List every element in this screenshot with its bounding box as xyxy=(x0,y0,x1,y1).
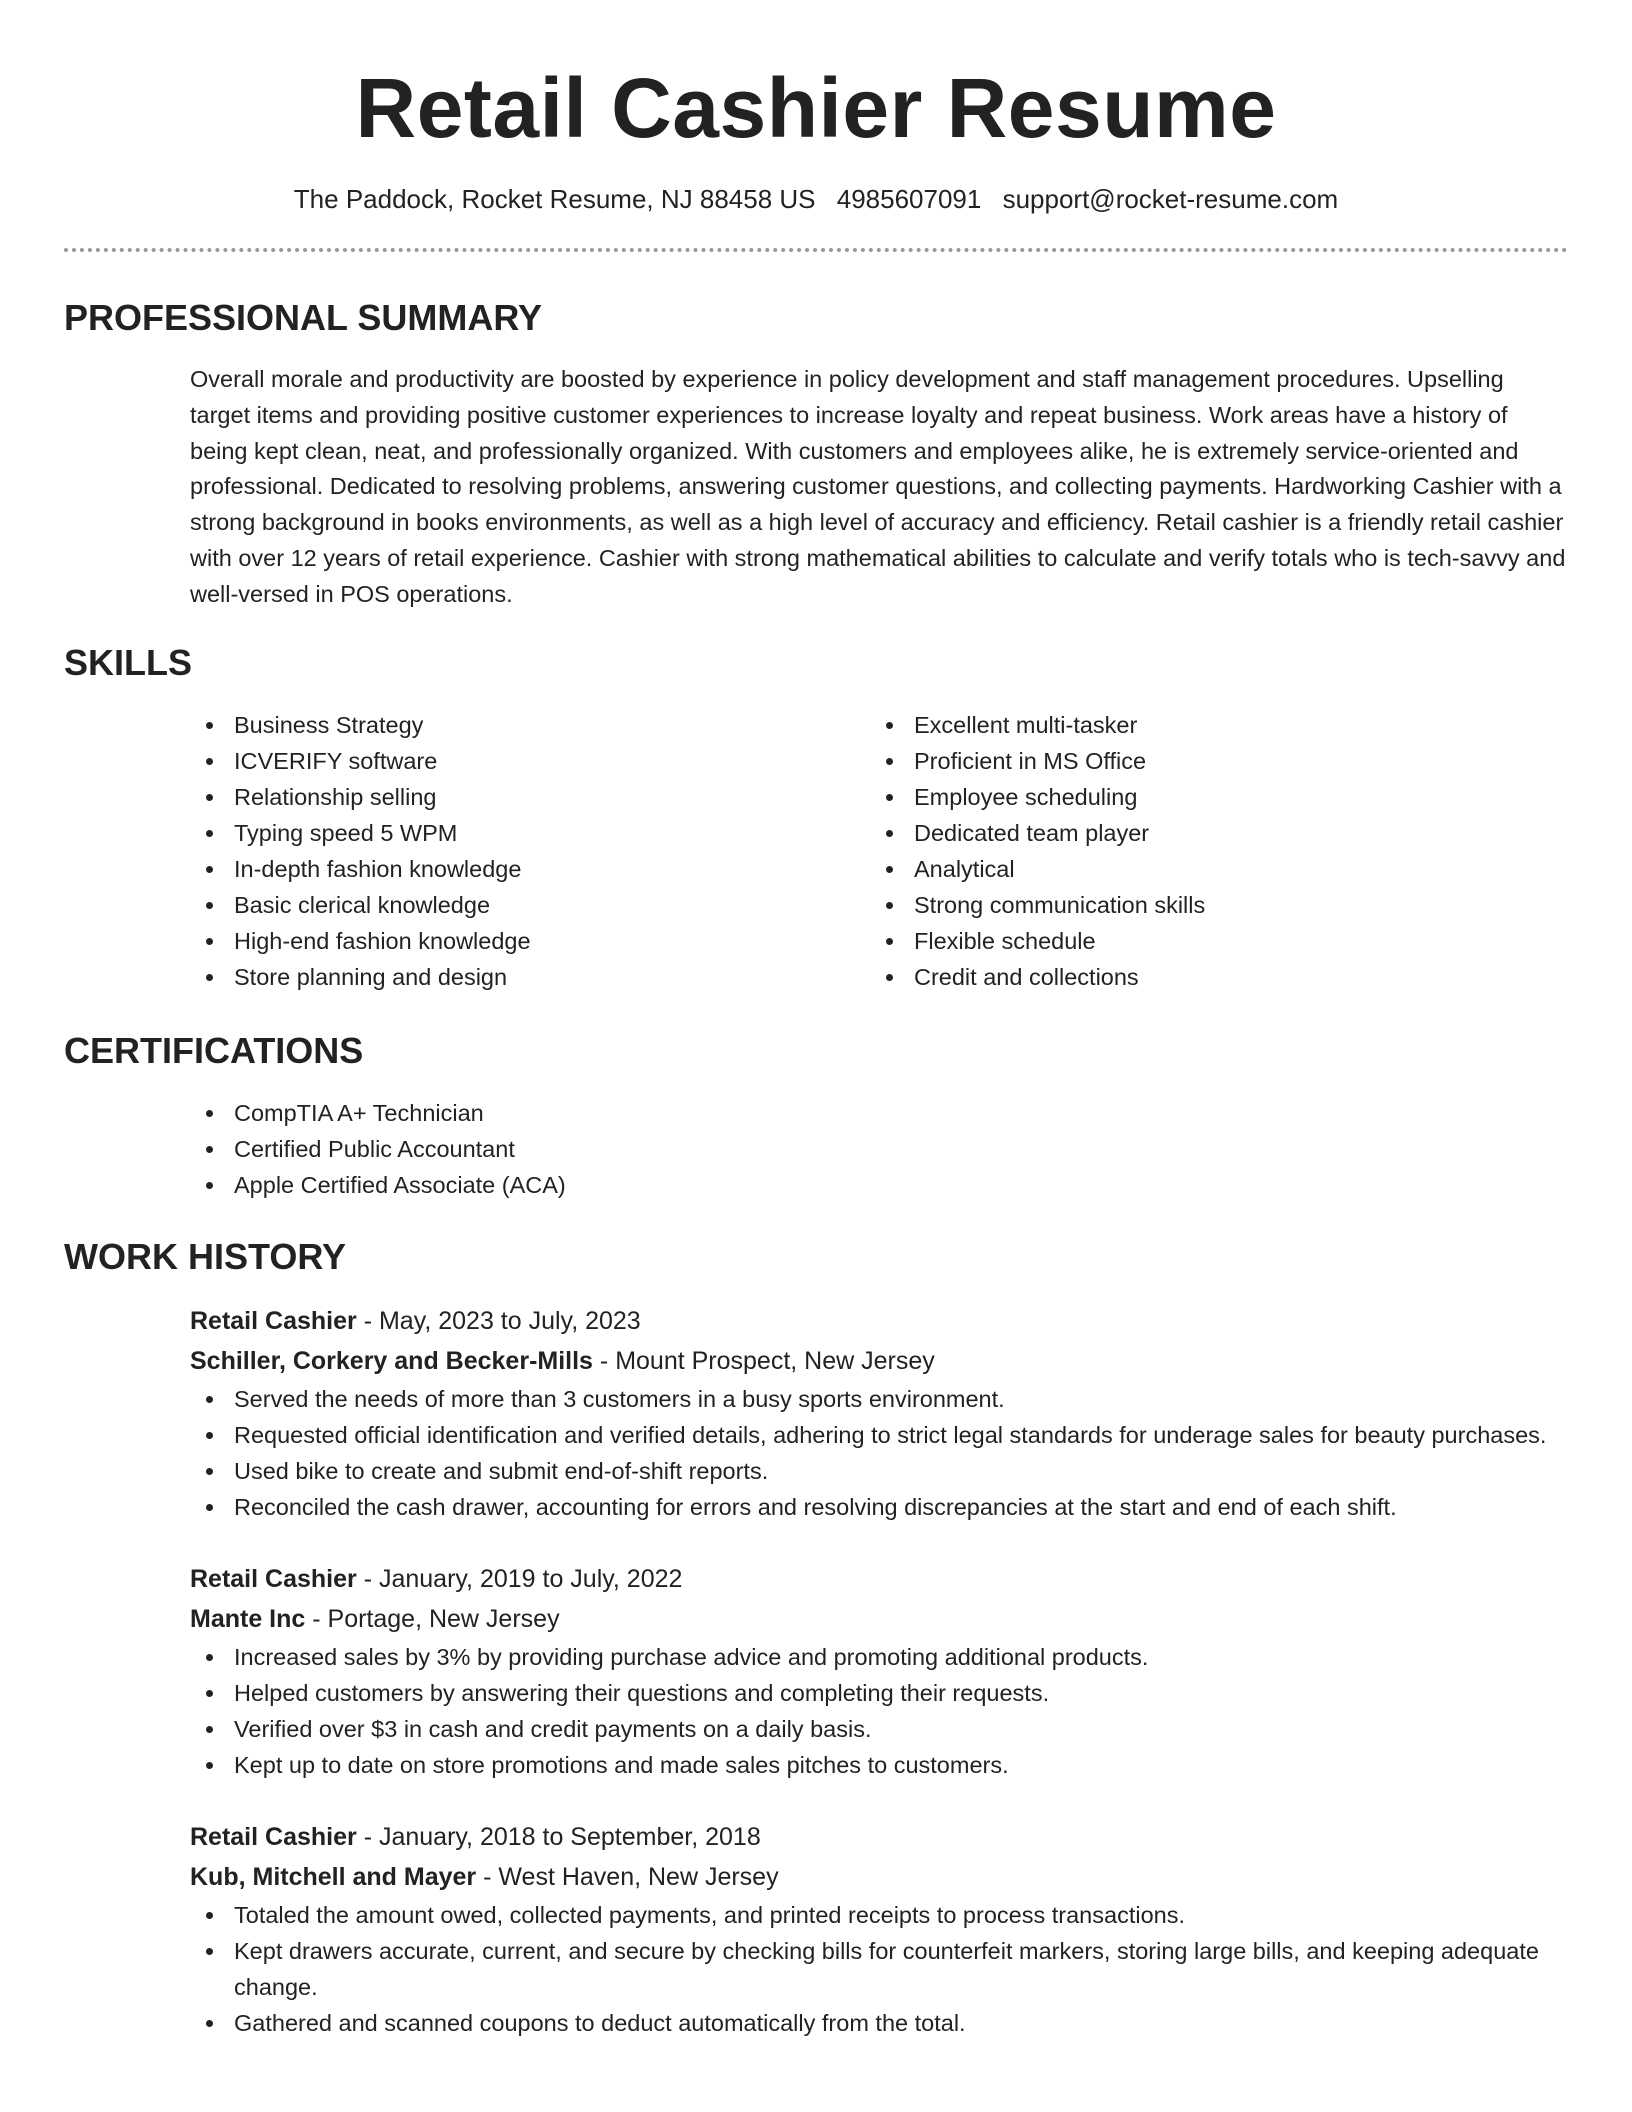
skill-item: Store planning and design xyxy=(190,959,870,995)
bullet-dot-icon xyxy=(206,866,213,873)
bullet-dot-icon xyxy=(206,1654,213,1661)
contact-email: support@rocket-resume.com xyxy=(1002,184,1339,214)
summary-text: Overall morale and productivity are boosted by experience in policy development and staff management procedures. Upselling target items and providing positive customer experiences to increase loyalty and repeat business. Work areas have a history of being kept clean, neat, and professionally organized. With customers and employees alike, he is extremely service-oriented and professional. Dedicated to resolving problems, answering customer questions, and collecting payments. Hardworking Cashier with a strong background in books environments, as well as a high level of accuracy and efficiency. Retail cashier is a friendly retail cashier with over 12 years of retail experience. Cashier with strong mathematical abilities to calculate and verify totals who is tech-savvy and well-versed in POS operations. xyxy=(190,366,1566,607)
bullet-dot-icon xyxy=(206,1110,213,1117)
job-bullet: Helped customers by answering their questions and completing their requests. xyxy=(190,1675,1574,1711)
job-dates: - May, 2023 to July, 2023 xyxy=(363,1306,641,1335)
skill-item: Flexible schedule xyxy=(870,923,1550,959)
contact-phone: 4985607091 xyxy=(836,184,982,214)
skill-item: Dedicated team player xyxy=(870,815,1550,851)
job-location: - Mount Prospect, New Jersey xyxy=(599,1346,935,1375)
skill-item: High-end fashion knowledge xyxy=(190,923,870,959)
skills-column-left xyxy=(190,707,870,995)
job-title: Retail Cashier xyxy=(190,1564,357,1593)
bullet-dot-icon xyxy=(886,866,893,873)
bullet-dot-icon xyxy=(206,758,213,765)
skills-column-right xyxy=(870,707,1550,995)
job-company: Schiller, Corkery and Becker-Mills xyxy=(190,1346,593,1375)
skill-item: Credit and collections xyxy=(870,959,1550,995)
contact-address: The Paddock, Rocket Resume, NJ 88458 US xyxy=(293,184,816,214)
bullet-dot-icon xyxy=(206,1948,213,1955)
job-company-line xyxy=(190,1599,1568,1639)
skill-item: Business Strategy xyxy=(190,707,870,743)
bullet-dot-icon xyxy=(206,1912,213,1919)
bullet-dot-icon xyxy=(886,902,893,909)
job-entry xyxy=(190,1301,1568,1525)
job-title-line xyxy=(190,1817,1568,1857)
job-bullets xyxy=(190,1381,1568,1525)
bullet-dot-icon xyxy=(206,1468,213,1475)
bullet-dot-icon xyxy=(206,1396,213,1403)
certifications-list xyxy=(190,1095,1568,1203)
bullet-dot-icon xyxy=(886,938,893,945)
job-company-line xyxy=(190,1857,1568,1897)
certifications-heading: CERTIFICATIONS xyxy=(64,1029,364,1071)
bullet-dot-icon xyxy=(886,830,893,837)
job-bullet: Reconciled the cash drawer, accounting for errors and resolving discrepancies at the start and end of each shift. xyxy=(190,1489,1574,1525)
summary-heading: PROFESSIONAL SUMMARY xyxy=(64,297,543,338)
job-title: Retail Cashier xyxy=(190,1822,357,1851)
job-company: Mante Inc xyxy=(190,1604,306,1633)
bullet-dot-icon xyxy=(206,1690,213,1697)
bullet-dot-icon xyxy=(206,938,213,945)
certification-item: CompTIA A+ Technician xyxy=(190,1095,1568,1131)
bullet-dot-icon xyxy=(886,722,893,729)
work-history-heading: WORK HISTORY xyxy=(64,1235,347,1277)
job-dates: - January, 2018 to September, 2018 xyxy=(363,1822,761,1851)
bullet-dot-icon xyxy=(886,758,893,765)
skill-item: Employee scheduling xyxy=(870,779,1550,815)
skills-heading: SKILLS xyxy=(64,641,193,683)
job-location: - Portage, New Jersey xyxy=(312,1604,560,1633)
job-company-line xyxy=(190,1341,1568,1381)
job-bullet: Served the needs of more than 3 customers in a busy sports environment. xyxy=(190,1381,1574,1417)
job-bullet: Kept drawers accurate, current, and secure by checking bills for counterfeit markers, storing large bills, and keeping adequate change. xyxy=(190,1933,1574,2005)
bullet-dot-icon xyxy=(206,722,213,729)
bullet-dot-icon xyxy=(206,830,213,837)
job-entry xyxy=(190,1559,1568,1783)
job-bullet: Requested official identification and verified details, adhering to strict legal standards for underage sales for beauty purchases. xyxy=(190,1417,1574,1453)
bullet-dot-icon xyxy=(206,1432,213,1439)
skill-item: Typing speed 5 WPM xyxy=(190,815,870,851)
skill-item: Excellent multi-tasker xyxy=(870,707,1550,743)
skill-item: Basic clerical knowledge xyxy=(190,887,870,923)
bullet-dot-icon xyxy=(206,1504,213,1511)
job-dates: - January, 2019 to July, 2022 xyxy=(363,1564,683,1593)
job-bullet: Increased sales by 3% by providing purchase advice and promoting additional products. xyxy=(190,1639,1574,1675)
job-bullet: Used bike to create and submit end-of-shift reports. xyxy=(190,1453,1574,1489)
skill-item: In-depth fashion knowledge xyxy=(190,851,870,887)
certification-item: Apple Certified Associate (ACA) xyxy=(190,1167,1568,1203)
skills-list xyxy=(190,707,1568,995)
job-company: Kub, Mitchell and Mayer xyxy=(190,1862,477,1891)
header-divider xyxy=(64,248,1568,252)
bullet-dot-icon xyxy=(206,974,213,981)
skill-item: Analytical xyxy=(870,851,1550,887)
contact-line xyxy=(64,182,1568,216)
bullet-dot-icon xyxy=(206,1182,213,1189)
bullet-dot-icon xyxy=(206,1726,213,1733)
job-bullet: Gathered and scanned coupons to deduct automatically from the total. xyxy=(190,2005,1574,2041)
bullet-dot-icon xyxy=(886,974,893,981)
certification-item: Certified Public Accountant xyxy=(190,1131,1568,1167)
job-title: Retail Cashier xyxy=(190,1306,357,1335)
skill-item: Proficient in MS Office xyxy=(870,743,1550,779)
job-title-line xyxy=(190,1301,1568,1341)
skill-item: ICVERIFY software xyxy=(190,743,870,779)
job-bullet: Kept up to date on store promotions and made sales pitches to customers. xyxy=(190,1747,1574,1783)
bullet-dot-icon xyxy=(206,1146,213,1153)
bullet-dot-icon xyxy=(206,1762,213,1769)
job-location: - West Haven, New Jersey xyxy=(483,1862,779,1891)
job-bullet: Verified over $3 in cash and credit payments on a daily basis. xyxy=(190,1711,1574,1747)
job-bullet: Totaled the amount owed, collected payments, and printed receipts to process transactions. xyxy=(190,1897,1574,1933)
skill-item: Strong communication skills xyxy=(870,887,1550,923)
bullet-dot-icon xyxy=(206,794,213,801)
bullet-dot-icon xyxy=(206,902,213,909)
job-entry xyxy=(190,1817,1568,2041)
resume-page xyxy=(64,0,1568,2041)
job-title-line xyxy=(190,1559,1568,1599)
bullet-dot-icon xyxy=(206,2020,213,2027)
skill-item: Relationship selling xyxy=(190,779,870,815)
resume-title: Retail Cashier Resume xyxy=(355,61,1277,155)
job-bullets xyxy=(190,1897,1568,2041)
job-bullets xyxy=(190,1639,1568,1783)
bullet-dot-icon xyxy=(886,794,893,801)
